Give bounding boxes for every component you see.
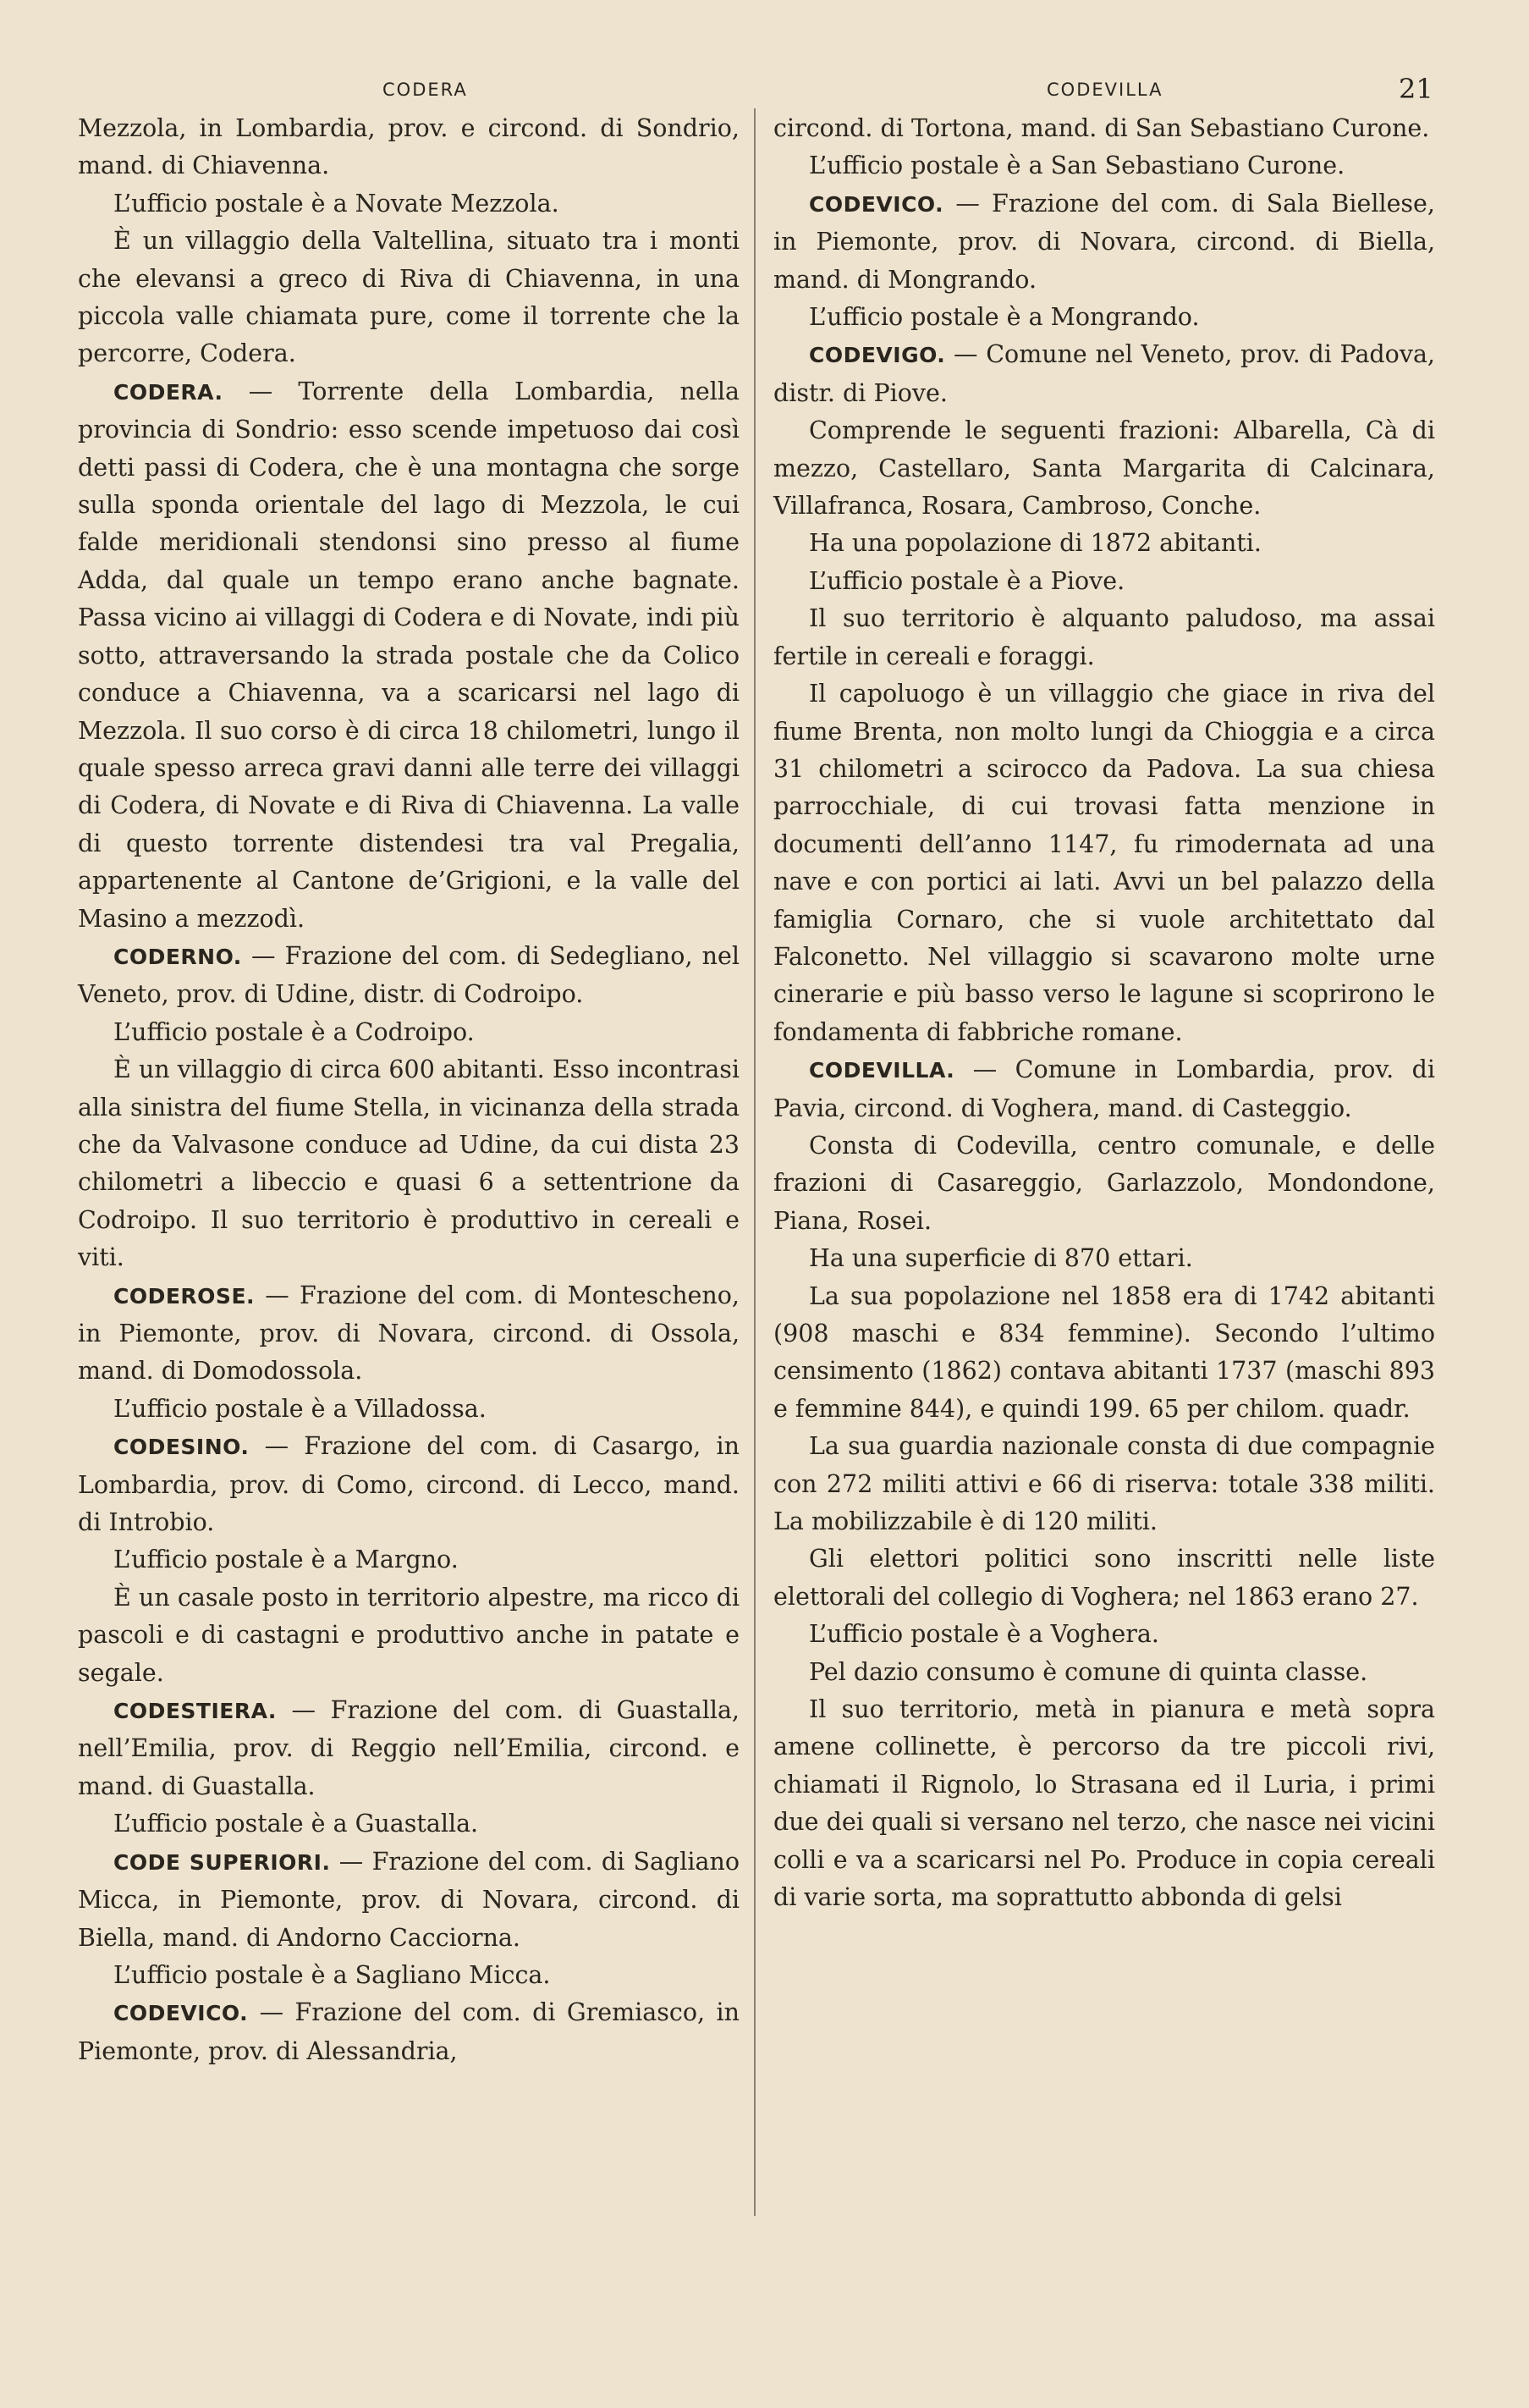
entry-paragraph	[78, 1805, 740, 1843]
entry-text: L’ufficio postale è a Villadossa.	[113, 1394, 487, 1423]
entry-text: Gli elettori politici sono inscritti nelle liste elettorali del collegio di Voghera; nel 1863 erano 27.	[773, 1545, 1435, 1611]
entry-text: — Torrente della Lombardia, nella provincia di Sondrio: esso scende impetuoso dai così detti passi di Codera, che è una montagna che sorge sulla sponda orientale del lago di Mezzola, le cui falde meridionali stendonsi sino presso al fiume Adda, dal quale un tempo erano anche bagnate. Passa vicino ai villaggi di Codera e di Novate, indi più sotto, attraversando la strada postale che da Colico conduce a Chiavenna, va a scaricarsi nel lago di Mezzola. Il suo corso è di circa 18 chilometri, lungo il quale spesso arreca gravi danni alle terre dei villaggi di Codera, di Novate e di Riva di Chiavenna. La valle di questo torrente distendesi tra val Pregalia, appartenente al Cantone de’Grigioni, e la valle del Masino a mezzodì.	[78, 377, 740, 933]
entry-paragraph	[773, 336, 1435, 412]
entry-text: — Comune in Lombardia, prov. di Pavia, circond. di Voghera, mand. di Casteggio.	[773, 1055, 1435, 1122]
entry-text: L’ufficio postale è a Guastalla.	[113, 1810, 479, 1838]
entry-headword: CODERNO.	[113, 944, 242, 969]
entry-paragraph	[78, 1277, 740, 1391]
entry-text: Comprende le seguenti frazioni: Albarella, Cà di mezzo, Castellaro, Santa Margarita di Calcinara, Villafranca, Rosara, Cambroso, Conche.	[773, 416, 1435, 521]
entry-headword: CODEVICO.	[809, 191, 944, 217]
column-divider	[754, 108, 756, 2216]
entry-text: Consta di Codevilla, centro comunale, e delle frazioni di Casareggio, Garlazzolo, Mondondone, Piana, Rosei.	[773, 1131, 1435, 1235]
entry-paragraph	[78, 1051, 740, 1276]
entry-paragraph	[773, 1616, 1435, 1653]
entry-text: — Frazione del com. di Casargo, in Lombardia, prov. di Como, circond. di Lecco, mand. di Introbio.	[78, 1432, 740, 1537]
entry-paragraph	[773, 412, 1435, 525]
entry-text: — Frazione del com. di Sala Biellese, in Piemonte, prov. di Novara, circond. di Biella, mand. di Mongrando.	[773, 189, 1435, 294]
entry-headword: CODEROSE.	[113, 1283, 256, 1309]
entry-paragraph	[78, 185, 740, 223]
header-left-word: CODERA	[382, 80, 468, 100]
entry-paragraph	[78, 1014, 740, 1051]
entry-paragraph	[78, 1843, 740, 1957]
entry-paragraph	[78, 1428, 740, 1541]
entry-paragraph	[773, 675, 1435, 1051]
entry-paragraph	[773, 1540, 1435, 1616]
entry-paragraph	[78, 1994, 740, 2070]
entry-paragraph	[78, 1957, 740, 1994]
entry-paragraph	[78, 1541, 740, 1579]
entry-text: L’ufficio postale è a Novate Mezzola.	[113, 189, 559, 218]
entry-text: Ha una superficie di 870 ettari.	[809, 1244, 1193, 1273]
entry-text: — Frazione del com. di Gremiasco, in Piemonte, prov. di Alessandria,	[78, 1998, 740, 2065]
running-header	[0, 73, 1529, 107]
entry-paragraph	[773, 1051, 1435, 1127]
entry-text: Pel dazio consumo è comune di quinta classe.	[809, 1657, 1368, 1686]
entry-text: circond. di Tortona, mand. di San Sebastiano Curone.	[773, 114, 1430, 142]
entry-paragraph	[773, 185, 1435, 299]
entry-text: Mezzola, in Lombardia, prov. e circond. di Sondrio, mand. di Chiavenna.	[78, 114, 740, 180]
entry-paragraph	[78, 1579, 740, 1692]
entry-paragraph	[773, 299, 1435, 336]
entry-text: È un villaggio di circa 600 abitanti. Esso incontrasi alla sinistra del fiume Stella, in vicinanza della strada che da Valvasone conduce ad Udine, da cui dista 23 chilometri a libeccio e quasi 6 a settentrione da Codroipo. Il suo territorio è produttivo in cereali e viti.	[78, 1055, 740, 1272]
entry-text: — Frazione del com. di Sedegliano, nel Veneto, prov. di Udine, distr. di Codroipo.	[78, 941, 740, 1009]
entry-paragraph	[78, 1391, 740, 1428]
entry-text: L’ufficio postale è a San Sebastiano Curone.	[809, 152, 1345, 180]
entry-paragraph	[78, 223, 740, 373]
entry-headword: CODEVICO.	[113, 2001, 249, 2026]
entry-paragraph	[773, 1691, 1435, 1916]
entry-headword: CODE SUPERIORI.	[113, 1849, 331, 1875]
entry-paragraph	[773, 1127, 1435, 1240]
entry-paragraph	[773, 1654, 1435, 1691]
entry-paragraph	[78, 110, 740, 185]
entry-paragraph	[78, 1692, 740, 1805]
entry-paragraph	[773, 147, 1435, 185]
entry-text: È un casale posto in territorio alpestre, ma ricco di pascoli e di castagni e produttivo anche in patate e segale.	[78, 1583, 740, 1687]
header-right-word: CODEVILLA	[1047, 80, 1163, 100]
entry-paragraph	[773, 1278, 1435, 1429]
entry-text: L’ufficio postale è a Voghera.	[809, 1620, 1159, 1649]
right-column	[773, 110, 1435, 1917]
entry-paragraph	[78, 938, 740, 1014]
entry-text: L’ufficio postale è a Sagliano Micca.	[113, 1960, 551, 1989]
entry-text: — Frazione del com. di Guastalla, nell’Emilia, prov. di Reggio nell’Emilia, circond. e mand. di Guastalla.	[78, 1696, 740, 1800]
entry-headword: CODEVILLA.	[809, 1058, 955, 1083]
entry-paragraph	[773, 1428, 1435, 1540]
entry-text: L’ufficio postale è a Mongrando.	[809, 303, 1200, 332]
entry-text: La sua popolazione nel 1858 era di 1742 abitanti (908 maschi e 834 femmine). Secondo l’ultimo censimento (1862) contava abitanti 1737 (maschi 893 e femmine 844), e quindi 199. 65 per chilom. quadr.	[773, 1281, 1435, 1423]
entry-headword: CODEVIGO.	[809, 343, 946, 368]
entry-paragraph	[773, 110, 1435, 147]
entry-paragraph	[773, 600, 1435, 675]
entry-text: Ha una popolazione di 1872 abitanti.	[809, 529, 1262, 558]
entry-paragraph	[773, 1240, 1435, 1277]
left-column	[78, 110, 740, 2070]
entry-text: — Comune nel Veneto, prov. di Padova, distr. di Piove.	[773, 340, 1435, 407]
entry-text: È un villaggio della Valtellina, situato tra i monti che elevansi a greco di Riva di Chiavenna, in una piccola valle chiamata pure, come il torrente che la percorre, Codera.	[78, 227, 740, 368]
entry-text: Il capoluogo è un villaggio che giace in riva del fiume Brenta, non molto lungi da Chioggia e a circa 31 chilometri a scirocco da Padova. La sua chiesa parrocchiale, di cui trovasi fatta menzione in documenti dell’anno 1147, fu rimodernata ad una nave e con portici ai lati. Avvi un bel palazzo della famiglia Cornaro, che si vuole architettato dal Falconetto. Nel villaggio si scavarono molte urne cinerarie e più basso verso le lagune si scoprirono le fondamenta di fabbriche romane.	[773, 680, 1435, 1046]
page-number: 21	[1399, 73, 1433, 105]
entry-text: Il suo territorio è alquanto paludoso, ma assai fertile in cereali e foraggi.	[773, 604, 1435, 670]
entry-headword: CODERA.	[113, 379, 223, 405]
entry-text: La sua guardia nazionale consta di due compagnie con 272 militi attivi e 66 di riserva: totale 338 militi. La mobilizzabile è di 120 militi.	[773, 1432, 1435, 1536]
entry-text: L’ufficio postale è a Margno.	[113, 1546, 459, 1574]
entry-paragraph	[773, 525, 1435, 562]
entry-text: L’ufficio postale è a Codroipo.	[113, 1017, 475, 1046]
entry-text: L’ufficio postale è a Piove.	[809, 566, 1125, 595]
entry-headword: CODESTIERA.	[113, 1699, 277, 1724]
entry-paragraph	[78, 373, 740, 938]
entry-text: — Frazione del com. di Sagliano Micca, in Piemonte, prov. di Novara, circond. di Biella, mand. di Andorno Cacciorna.	[78, 1847, 740, 1952]
entry-text: — Frazione del com. di Montescheno, in Piemonte, prov. di Novara, circond. di Ossola, mand. di Domodossola.	[78, 1281, 740, 1386]
entry-headword: CODESINO.	[113, 1435, 250, 1460]
entry-paragraph	[773, 563, 1435, 600]
entry-text: Il suo territorio, metà in pianura e metà sopra amene collinette, è percorso da tre piccoli rivi, chiamati il Rignolo, lo Strasana ed il Luria, i primi due dei quali si versano nel terzo, che nasce nei vicini colli e va a scaricarsi nel Po. Produce in copia cereali di varie sorta, ma soprattutto abbonda di gelsi	[773, 1695, 1435, 1912]
